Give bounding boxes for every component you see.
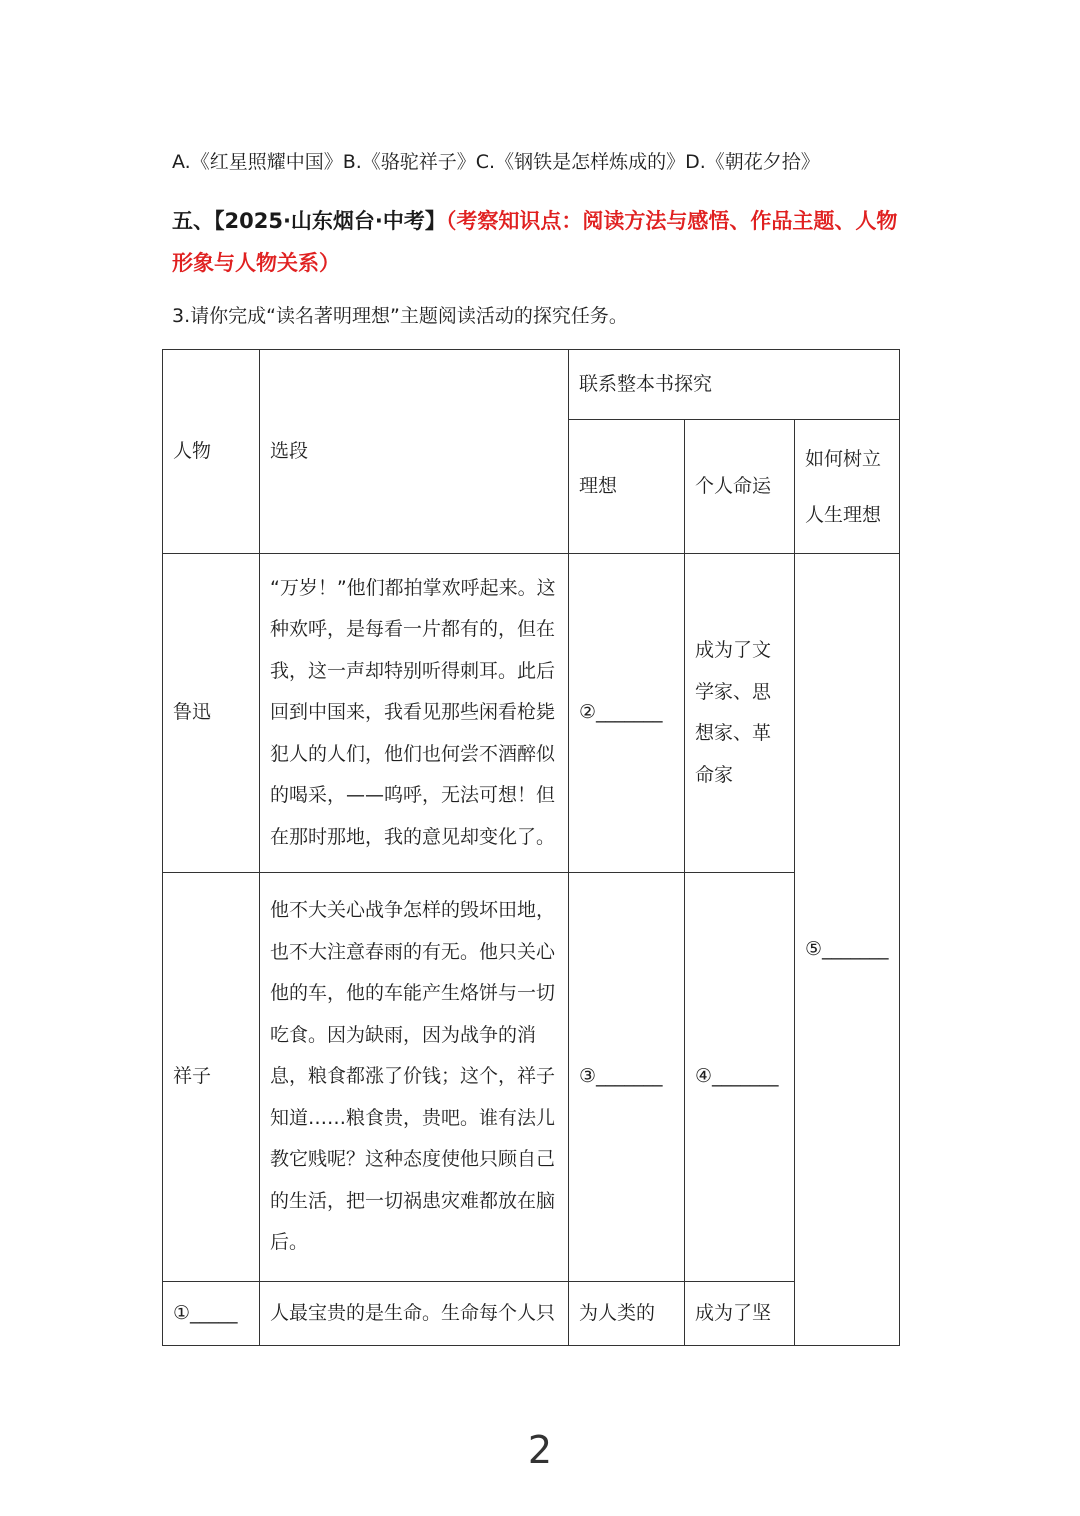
table-row [163, 873, 900, 1282]
header-ideal: 理想 [569, 420, 685, 554]
ideal-answer-2[interactable]: ②_______ [569, 554, 685, 873]
answer-options: A.《红星照耀中国》B.《骆驼祥子》C.《钢铁是怎样炼成的》D.《朝花夕拾》 [172, 151, 820, 173]
ideal-cell: 为人类的 [569, 1282, 685, 1346]
section-heading [172, 200, 912, 284]
table-row [163, 554, 900, 873]
fate-answer-4[interactable]: ④_______ [685, 873, 795, 1282]
header-fate: 个人命运 [685, 420, 795, 554]
person-cell: 鲁迅 [163, 554, 260, 873]
exploration-table [162, 349, 900, 1346]
table-row [163, 1282, 900, 1346]
fate-cell: 成为了坚 [685, 1282, 795, 1346]
header-how-line1: 如何树立 [805, 447, 882, 470]
page-number: 2 [527, 1428, 553, 1472]
knowledge-points: （考察知识点：阅读方法与感悟、作品主题、人物形象与人物关系） [172, 209, 898, 275]
ideal-answer-3[interactable]: ③_______ [569, 873, 685, 1282]
excerpt-cell: 他不大关心战争怎样的毁坏田地，也不大注意春雨的有无。他只关心他的车，他的车能产生烙饼与一切吃食。因为缺雨，因为战争的消息，粮食都涨了价钱；这个，祥子知道……粮食贵，贵吧。谁有法儿教它贱呢？这种态度使他只顾自己的生活，把一切祸患灾难都放在脑后。 [260, 873, 569, 1282]
header-person: 人物 [163, 350, 260, 554]
fate-cell: 成为了文学家、思想家、革命家 [685, 554, 795, 873]
section-label: 五、【2025·山东烟台·中考】 [172, 209, 446, 233]
question-prompt: 3.请你完成“读名著明理想”主题阅读活动的探究任务。 [172, 305, 628, 327]
person-cell: 祥子 [163, 873, 260, 1282]
header-row [163, 350, 900, 420]
header-group: 联系整本书探究 [569, 350, 900, 420]
person-answer-1[interactable]: ①_____ [163, 1282, 260, 1346]
excerpt-cell: 人最宝贵的是生命。生命每个人只 [260, 1282, 569, 1346]
header-how-line2: 人生理想 [805, 503, 882, 526]
excerpt-cell: “万岁！”他们都拍掌欢呼起来。这种欢呼，是每看一片都有的，但在我，这一声却特别听得刺耳。此后回到中国来，我看见那些闲看枪毙犯人的人们，他们也何尝不酒醉似的喝采，——呜呼，无法可想！但在那时那地，我的意见却变化了。 [260, 554, 569, 873]
header-excerpt: 选段 [260, 350, 569, 554]
header-how [795, 420, 900, 554]
ideal-answer-5[interactable]: ⑤_______ [795, 554, 900, 1346]
